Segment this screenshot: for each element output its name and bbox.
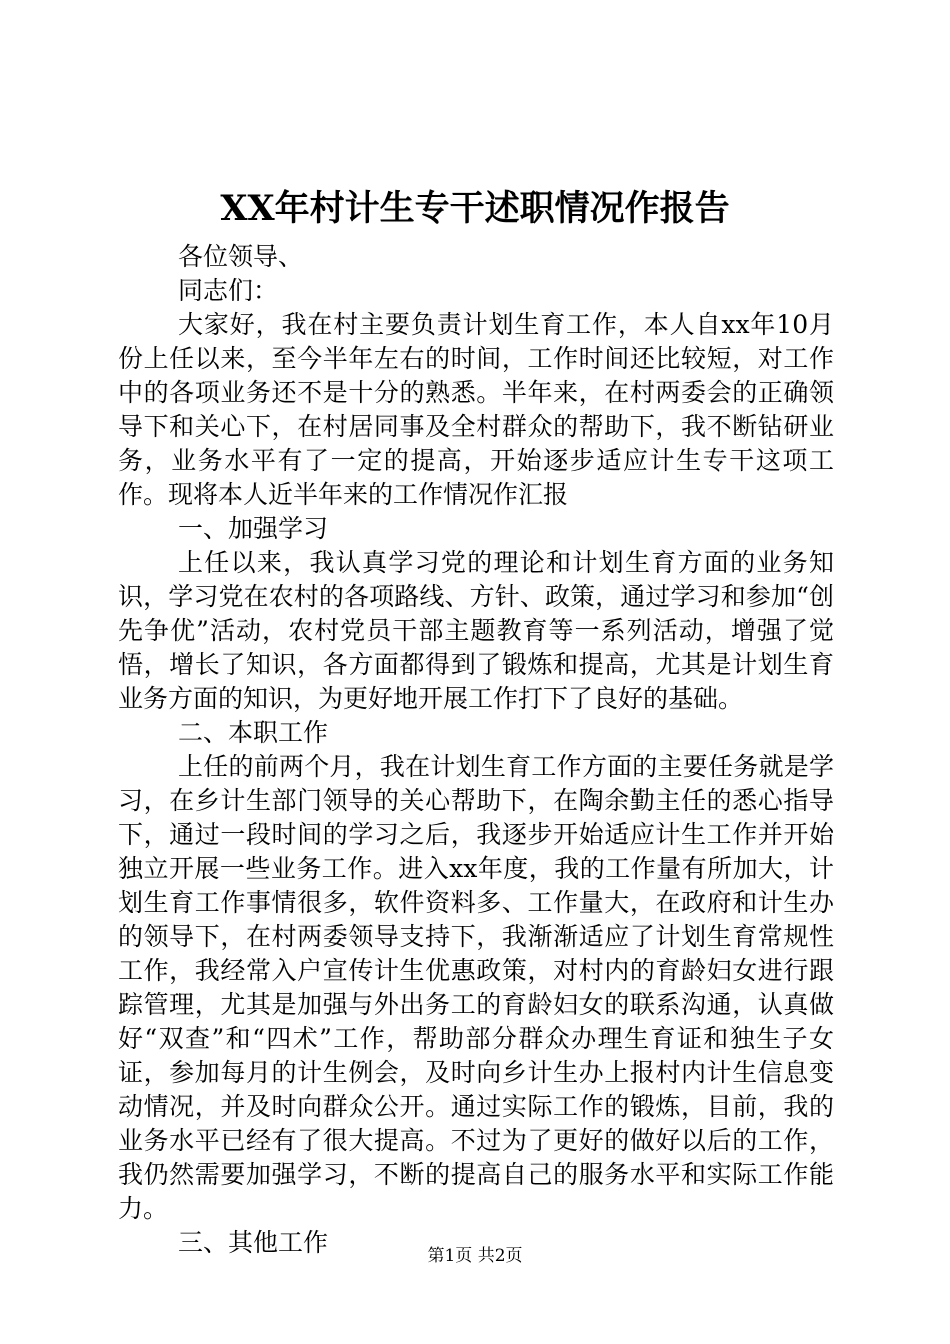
document-body [118, 240, 834, 1260]
intro-paragraph: 大家好，我在村主要负责计划生育工作，本人自xx年10月份上任以来，至今半年左右的时间，工作时间还比较短，对工作中的各项业务还不是十分的熟悉。半年来，在村两委会的正确领导下和关心下，在村居同事及全村群众的帮助下，我不断钻研业务，业务水平有了一定的提高，开始逐步适应计生专干这项工作。现将本人近半年来的工作情况作汇报 [118, 310, 834, 509]
salutation-comrades: 同志们： [178, 276, 279, 305]
section-2-paragraph: 上任的前两个月，我在计划生育工作方面的主要任务就是学习，在乡计生部门领导的关心帮助下，在陶余勤主任的悉心指导下，通过一段时间的学习之后，我逐步开始适应计生工作并开始独立开展一些业务工作。进入xx年度，我的工作量有所加大，计划生育工作事情很多，软件资料多、工作量大，在政府和计生办的领导下，在村两委领导支持下，我渐渐适应了计划生育常规性工作，我经常入户宣传计生优惠政策，对村内的育龄妇女进行跟踪管理，尤其是加强与外出务工的育龄妇女的联系沟通，认真做好“双查”和“四术”工作，帮助部分群众办理生育证和独生子女证，参加每月的计生例会，及时向乡计生办上报村内计生信息变动情况，并及时向群众公开。通过实际工作的锻炼，目前，我的业务水平已经有了很大提高。不过为了更好的做好以后的工作，我仍然需要加强学习，不断的提高自己的服务水平和实际工作能力。 [118, 752, 834, 1223]
document-title: XX年村计生专干述职情况作报告 [220, 188, 730, 229]
section-3-heading: 三、其他工作 [178, 1228, 329, 1257]
salutation-leaders: 各位领导、 [178, 242, 304, 271]
section-1-paragraph: 上任以来，我认真学习党的理论和计划生育方面的业务知识，学习党在农村的各项路线、方针、政策，通过学习和参加“创先争优”活动，农村党员干部主题教育等一系列活动，增强了觉悟，增长了知识，各方面都得到了锻炼和提高，尤其是计划生育业务方面的知识，为更好地开展工作打下了良好的基础。 [118, 548, 834, 713]
section-2-heading: 二、本职工作 [178, 718, 329, 747]
page-number-footer: 第1页 共2页 [427, 1246, 523, 1266]
section-1-heading: 一、加强学习 [178, 514, 329, 543]
